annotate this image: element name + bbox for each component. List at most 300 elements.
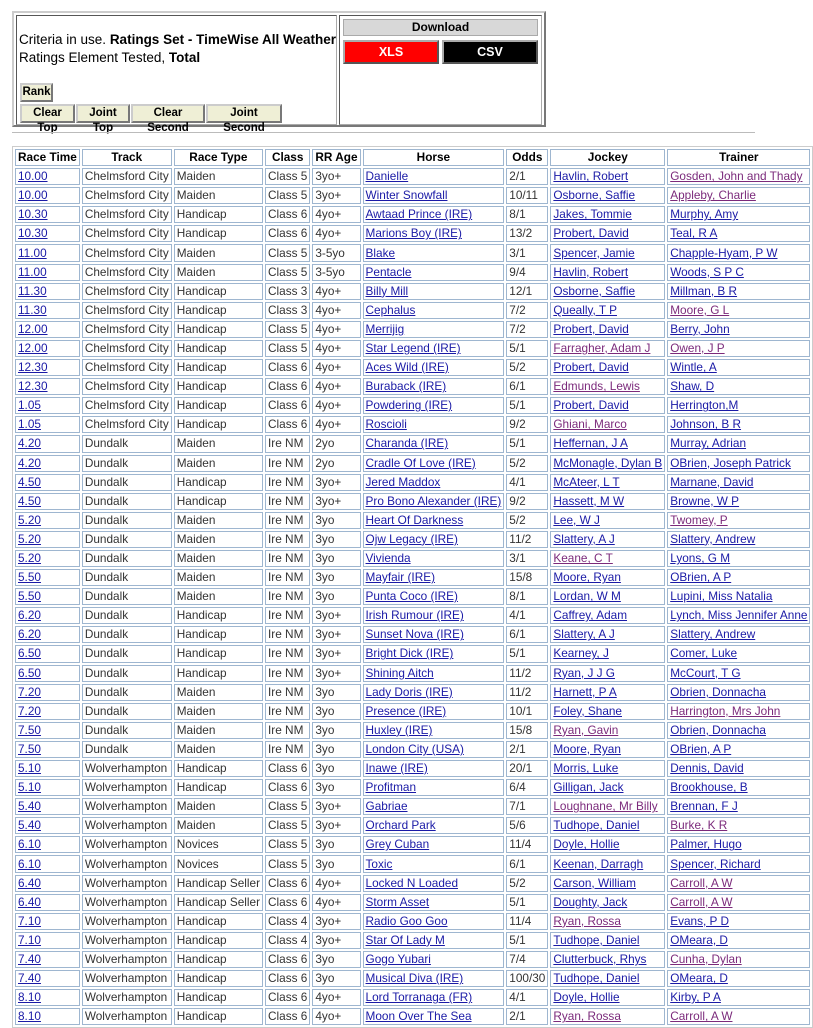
jockey-link[interactable]: Foley, Shane [553, 703, 622, 718]
cell-jockey[interactable] [550, 302, 665, 319]
race-time-link[interactable]: 11.00 [18, 264, 47, 279]
cell-trainer[interactable] [667, 435, 810, 452]
race-time-link[interactable]: 11.30 [18, 283, 47, 298]
horse-link[interactable]: Bright Dick (IRE) [365, 646, 454, 661]
cell-jockey[interactable] [550, 760, 665, 777]
trainer-link[interactable]: Teal, R A [670, 226, 718, 241]
cell-jockey[interactable] [550, 569, 665, 586]
race-time-link[interactable]: 5.10 [18, 780, 41, 795]
trainer-link[interactable]: Browne, W P [670, 493, 740, 508]
cell-jockey[interactable] [550, 225, 665, 242]
jockey-link[interactable]: Jakes, Tommie [553, 207, 632, 222]
jockey-link[interactable]: Harnett, P A [553, 684, 617, 699]
cell-horse[interactable] [363, 283, 505, 300]
trainer-link[interactable]: Wintle, A [670, 360, 717, 375]
race-time-link[interactable]: 5.40 [18, 818, 41, 833]
jockey-link[interactable]: Osborne, Saffie [553, 283, 636, 298]
horse-link[interactable]: Merrijig [365, 321, 405, 336]
horse-link[interactable]: Storm Asset [365, 894, 430, 909]
trainer-link[interactable]: Lyons, G M [670, 551, 731, 566]
jockey-link[interactable]: Tudhope, Daniel [553, 971, 640, 986]
jockey-link[interactable]: Probert, David [553, 360, 629, 375]
cell-jockey[interactable] [550, 779, 665, 796]
race-time-link[interactable]: 4.50 [18, 493, 41, 508]
cell-horse[interactable] [363, 302, 505, 319]
race-time-link[interactable]: 7.50 [18, 741, 41, 756]
race-time-link[interactable]: 7.50 [18, 722, 41, 737]
xls-download-button[interactable]: XLS [343, 40, 439, 64]
horse-link[interactable]: Locked N Loaded [365, 875, 459, 890]
cell-race-time[interactable] [15, 779, 80, 796]
jockey-link[interactable]: Ghiani, Marco [553, 417, 627, 432]
cell-race-time[interactable] [15, 626, 80, 643]
horse-link[interactable]: Ojw Legacy (IRE) [365, 531, 458, 546]
clear-second-button[interactable]: Clear Second [131, 104, 205, 123]
cell-race-time[interactable] [15, 817, 80, 834]
cell-trainer[interactable] [667, 932, 810, 949]
race-time-link[interactable]: 6.50 [18, 665, 41, 680]
horse-link[interactable]: Aces Wild (IRE) [365, 360, 449, 375]
horse-link[interactable]: Awtaad Prince (IRE) [365, 207, 473, 222]
trainer-link[interactable]: Carroll, A W [670, 875, 733, 890]
cell-trainer[interactable] [667, 378, 810, 395]
trainer-link[interactable]: Johnson, B R [670, 417, 742, 432]
cell-trainer[interactable] [667, 512, 810, 529]
jockey-link[interactable]: Caffrey, Adam [553, 608, 628, 623]
jockey-link[interactable]: Gilligan, Jack [553, 780, 624, 795]
trainer-link[interactable]: Harrington, Mrs John [670, 703, 781, 718]
cell-horse[interactable] [363, 722, 505, 739]
trainer-link[interactable]: Slattery, Andrew [670, 627, 756, 642]
horse-link[interactable]: Toxic [365, 856, 393, 871]
trainer-link[interactable]: OBrien, A P [670, 741, 732, 756]
cell-horse[interactable] [363, 855, 505, 872]
clear-top-button[interactable]: Clear Top [20, 104, 75, 123]
cell-horse[interactable] [363, 645, 505, 662]
horse-link[interactable]: Radio Goo Goo [365, 913, 448, 928]
trainer-link[interactable]: Dennis, David [670, 761, 744, 776]
cell-horse[interactable] [363, 340, 505, 357]
cell-horse[interactable] [363, 416, 505, 433]
jockey-link[interactable]: Kearney, J [553, 646, 609, 661]
jockey-link[interactable]: Ryan, Rossa [553, 913, 621, 928]
cell-race-time[interactable] [15, 397, 80, 414]
race-time-link[interactable]: 10.30 [18, 207, 48, 222]
cell-trainer[interactable] [667, 474, 810, 491]
cell-horse[interactable] [363, 397, 505, 414]
cell-trainer[interactable] [667, 703, 810, 720]
cell-horse[interactable] [363, 817, 505, 834]
cell-jockey[interactable] [550, 531, 665, 548]
cell-jockey[interactable] [550, 378, 665, 395]
jockey-link[interactable]: Havlin, Robert [553, 264, 629, 279]
horse-link[interactable]: Cephalus [365, 302, 416, 317]
cell-jockey[interactable] [550, 493, 665, 510]
trainer-link[interactable]: Shaw, D [670, 379, 715, 394]
trainer-link[interactable]: OMeara, D [670, 971, 728, 986]
trainer-link[interactable]: Twomey, P [670, 512, 728, 527]
cell-race-time[interactable] [15, 512, 80, 529]
cell-trainer[interactable] [667, 855, 810, 872]
horse-link[interactable]: Grey Cuban [365, 837, 430, 852]
cell-race-time[interactable] [15, 435, 80, 452]
cell-horse[interactable] [363, 932, 505, 949]
cell-race-time[interactable] [15, 798, 80, 815]
cell-jockey[interactable] [550, 970, 665, 987]
cell-jockey[interactable] [550, 512, 665, 529]
jockey-link[interactable]: McAteer, L T [553, 474, 620, 489]
horse-link[interactable]: Cradle Of Love (IRE) [365, 455, 476, 470]
horse-link[interactable]: Moon Over The Sea [365, 1009, 472, 1024]
cell-horse[interactable] [363, 626, 505, 643]
cell-trainer[interactable] [667, 1008, 810, 1025]
race-time-link[interactable]: 7.40 [18, 971, 41, 986]
cell-horse[interactable] [363, 703, 505, 720]
race-time-link[interactable]: 6.40 [18, 875, 41, 890]
cell-trainer[interactable] [667, 817, 810, 834]
cell-horse[interactable] [363, 225, 505, 242]
trainer-link[interactable]: Appleby, Charlie [670, 188, 756, 203]
horse-link[interactable]: Roscioli [365, 417, 407, 432]
trainer-link[interactable]: OBrien, A P [670, 570, 732, 585]
trainer-link[interactable]: Woods, S P C [670, 264, 744, 279]
jockey-link[interactable]: Farragher, Adam J [553, 340, 651, 355]
cell-race-time[interactable] [15, 588, 80, 605]
jockey-link[interactable]: Doyle, Hollie [553, 990, 620, 1005]
jockey-link[interactable]: Slattery, A J [553, 627, 615, 642]
cell-trainer[interactable] [667, 321, 810, 338]
horse-link[interactable]: Irish Rumour (IRE) [365, 608, 464, 623]
trainer-link[interactable]: Herrington,M [670, 398, 739, 413]
race-time-link[interactable]: 6.10 [18, 837, 41, 852]
cell-horse[interactable] [363, 168, 505, 185]
race-time-link[interactable]: 10.00 [18, 188, 48, 203]
cell-jockey[interactable] [550, 665, 665, 682]
cell-race-time[interactable] [15, 378, 80, 395]
jockey-link[interactable]: Doyle, Hollie [553, 837, 620, 852]
cell-horse[interactable] [363, 1008, 505, 1025]
jockey-link[interactable]: Havlin, Robert [553, 169, 629, 184]
race-time-link[interactable]: 5.20 [18, 512, 41, 527]
jockey-link[interactable]: Doughty, Jack [553, 894, 628, 909]
csv-download-button[interactable]: CSV [442, 40, 538, 64]
cell-horse[interactable] [363, 913, 505, 930]
jockey-link[interactable]: Lordan, W M [553, 589, 621, 604]
cell-jockey[interactable] [550, 836, 665, 853]
jockey-link[interactable]: Clutterbuck, Rhys [553, 951, 647, 966]
race-time-link[interactable]: 4.20 [18, 436, 41, 451]
cell-horse[interactable] [363, 989, 505, 1006]
cell-horse[interactable] [363, 798, 505, 815]
jockey-link[interactable]: Ryan, Gavin [553, 722, 619, 737]
cell-trainer[interactable] [667, 913, 810, 930]
cell-race-time[interactable] [15, 970, 80, 987]
race-time-link[interactable]: 6.20 [18, 627, 41, 642]
cell-race-time[interactable] [15, 684, 80, 701]
race-time-link[interactable]: 6.10 [18, 856, 41, 871]
cell-jockey[interactable] [550, 244, 665, 261]
horse-link[interactable]: Lord Torranaga (FR) [365, 990, 473, 1005]
cell-horse[interactable] [363, 588, 505, 605]
horse-link[interactable]: Charanda (IRE) [365, 436, 449, 451]
horse-link[interactable]: Punta Coco (IRE) [365, 589, 458, 604]
cell-race-time[interactable] [15, 455, 80, 472]
trainer-link[interactable]: Comer, Luke [670, 646, 738, 661]
cell-race-time[interactable] [15, 187, 80, 204]
cell-jockey[interactable] [550, 798, 665, 815]
joint-second-button[interactable]: Joint Second [206, 104, 282, 123]
cell-race-time[interactable] [15, 760, 80, 777]
trainer-link[interactable]: Carroll, A W [670, 1009, 733, 1024]
cell-jockey[interactable] [550, 359, 665, 376]
race-time-link[interactable]: 12.30 [18, 379, 48, 394]
jockey-link[interactable]: Loughnane, Mr Billy [553, 799, 658, 814]
horse-link[interactable]: Inawe (IRE) [365, 761, 428, 776]
cell-jockey[interactable] [550, 722, 665, 739]
cell-race-time[interactable] [15, 168, 80, 185]
cell-jockey[interactable] [550, 951, 665, 968]
cell-trainer[interactable] [667, 836, 810, 853]
cell-horse[interactable] [363, 836, 505, 853]
cell-race-time[interactable] [15, 569, 80, 586]
race-time-link[interactable]: 1.05 [18, 398, 41, 413]
cell-horse[interactable] [363, 264, 505, 281]
cell-trainer[interactable] [667, 684, 810, 701]
race-time-link[interactable]: 4.20 [18, 455, 41, 470]
horse-link[interactable]: Buraback (IRE) [365, 379, 447, 394]
cell-race-time[interactable] [15, 989, 80, 1006]
trainer-link[interactable]: Gosden, John and Thady [670, 169, 803, 184]
horse-link[interactable]: Blake [365, 245, 396, 260]
jockey-link[interactable]: Moore, Ryan [553, 570, 621, 585]
cell-race-time[interactable] [15, 493, 80, 510]
horse-link[interactable]: Billy Mill [365, 283, 409, 298]
cell-trainer[interactable] [667, 416, 810, 433]
cell-horse[interactable] [363, 512, 505, 529]
cell-race-time[interactable] [15, 722, 80, 739]
cell-trainer[interactable] [667, 626, 810, 643]
cell-race-time[interactable] [15, 550, 80, 567]
cell-race-time[interactable] [15, 416, 80, 433]
cell-horse[interactable] [363, 741, 505, 758]
cell-jockey[interactable] [550, 932, 665, 949]
trainer-link[interactable]: Cunha, Dylan [670, 951, 742, 966]
jockey-link[interactable]: Keenan, Darragh [553, 856, 644, 871]
race-time-link[interactable]: 7.20 [18, 684, 41, 699]
horse-link[interactable]: Shining Aitch [365, 665, 434, 680]
cell-race-time[interactable] [15, 244, 80, 261]
horse-link[interactable]: Star Legend (IRE) [365, 340, 461, 355]
cell-jockey[interactable] [550, 435, 665, 452]
cell-jockey[interactable] [550, 607, 665, 624]
horse-link[interactable]: Lady Doris (IRE) [365, 684, 453, 699]
cell-trainer[interactable] [667, 359, 810, 376]
cell-race-time[interactable] [15, 302, 80, 319]
race-time-link[interactable]: 4.50 [18, 474, 41, 489]
cell-horse[interactable] [363, 359, 505, 376]
horse-link[interactable]: Vivienda [365, 551, 411, 566]
cell-jockey[interactable] [550, 206, 665, 223]
cell-trainer[interactable] [667, 493, 810, 510]
cell-trainer[interactable] [667, 302, 810, 319]
cell-horse[interactable] [363, 607, 505, 624]
race-time-link[interactable]: 5.20 [18, 551, 41, 566]
cell-horse[interactable] [363, 665, 505, 682]
cell-jockey[interactable] [550, 416, 665, 433]
jockey-link[interactable]: Tudhope, Daniel [553, 932, 640, 947]
cell-jockey[interactable] [550, 703, 665, 720]
horse-link[interactable]: Pentacle [365, 264, 412, 279]
trainer-link[interactable]: Palmer, Hugo [670, 837, 742, 852]
jockey-link[interactable]: Keane, C T [553, 551, 613, 566]
cell-trainer[interactable] [667, 722, 810, 739]
horse-link[interactable]: Profitman [365, 780, 417, 795]
race-time-link[interactable]: 11.00 [18, 245, 47, 260]
trainer-link[interactable]: Murphy, Amy [670, 207, 739, 222]
jockey-link[interactable]: Edmunds, Lewis [553, 379, 640, 394]
cell-race-time[interactable] [15, 703, 80, 720]
cell-trainer[interactable] [667, 607, 810, 624]
cell-trainer[interactable] [667, 645, 810, 662]
cell-trainer[interactable] [667, 875, 810, 892]
cell-jockey[interactable] [550, 397, 665, 414]
cell-horse[interactable] [363, 894, 505, 911]
cell-race-time[interactable] [15, 951, 80, 968]
race-time-link[interactable]: 6.20 [18, 608, 41, 623]
cell-horse[interactable] [363, 531, 505, 548]
cell-trainer[interactable] [667, 951, 810, 968]
jockey-link[interactable]: Probert, David [553, 321, 629, 336]
cell-trainer[interactable] [667, 569, 810, 586]
cell-jockey[interactable] [550, 989, 665, 1006]
horse-link[interactable]: Danielle [365, 169, 409, 184]
cell-jockey[interactable] [550, 321, 665, 338]
cell-race-time[interactable] [15, 894, 80, 911]
cell-race-time[interactable] [15, 932, 80, 949]
cell-horse[interactable] [363, 455, 505, 472]
race-time-link[interactable]: 5.40 [18, 799, 41, 814]
trainer-link[interactable]: Lynch, Miss Jennifer Anne [670, 608, 808, 623]
cell-race-time[interactable] [15, 206, 80, 223]
cell-race-time[interactable] [15, 855, 80, 872]
cell-horse[interactable] [363, 378, 505, 395]
cell-horse[interactable] [363, 779, 505, 796]
trainer-link[interactable]: Obrien, Donnacha [670, 722, 766, 737]
cell-horse[interactable] [363, 951, 505, 968]
trainer-link[interactable]: Millman, B R [670, 283, 738, 298]
cell-race-time[interactable] [15, 474, 80, 491]
rank-button[interactable]: Rank [20, 83, 53, 102]
race-time-link[interactable]: 7.10 [18, 932, 41, 947]
cell-trainer[interactable] [667, 264, 810, 281]
horse-link[interactable]: Musical Diva (IRE) [365, 971, 464, 986]
cell-jockey[interactable] [550, 645, 665, 662]
race-time-link[interactable]: 5.20 [18, 531, 41, 546]
cell-trainer[interactable] [667, 989, 810, 1006]
trainer-link[interactable]: Berry, John [670, 321, 730, 336]
cell-race-time[interactable] [15, 836, 80, 853]
race-time-link[interactable]: 5.50 [18, 589, 41, 604]
race-time-link[interactable]: 8.10 [18, 990, 41, 1005]
trainer-link[interactable]: Chapple-Hyam, P W [670, 245, 778, 260]
race-time-link[interactable]: 5.50 [18, 570, 41, 585]
cell-jockey[interactable] [550, 283, 665, 300]
cell-jockey[interactable] [550, 474, 665, 491]
trainer-link[interactable]: Spencer, Richard [670, 856, 761, 871]
cell-horse[interactable] [363, 493, 505, 510]
cell-horse[interactable] [363, 550, 505, 567]
cell-jockey[interactable] [550, 741, 665, 758]
horse-link[interactable]: Pro Bono Alexander (IRE) [365, 493, 502, 508]
horse-link[interactable]: Huxley (IRE) [365, 722, 433, 737]
race-time-link[interactable]: 11.30 [18, 302, 47, 317]
horse-link[interactable]: Heart Of Darkness [365, 512, 464, 527]
cell-jockey[interactable] [550, 817, 665, 834]
race-time-link[interactable]: 6.40 [18, 894, 41, 909]
jockey-link[interactable]: Ryan, J J G [553, 665, 615, 680]
race-time-link[interactable]: 12.00 [18, 340, 48, 355]
horse-link[interactable]: Gabriae [365, 799, 408, 814]
horse-link[interactable]: Gogo Yubari [365, 951, 431, 966]
joint-top-button[interactable]: Joint Top [76, 104, 130, 123]
jockey-link[interactable]: Queally, T P [553, 302, 617, 317]
cell-race-time[interactable] [15, 321, 80, 338]
jockey-link[interactable]: Lee, W J [553, 512, 600, 527]
cell-jockey[interactable] [550, 340, 665, 357]
cell-jockey[interactable] [550, 588, 665, 605]
trainer-link[interactable]: McCourt, T G [670, 665, 741, 680]
cell-horse[interactable] [363, 321, 505, 338]
cell-race-time[interactable] [15, 645, 80, 662]
cell-trainer[interactable] [667, 798, 810, 815]
cell-race-time[interactable] [15, 264, 80, 281]
cell-horse[interactable] [363, 187, 505, 204]
cell-trainer[interactable] [667, 550, 810, 567]
cell-jockey[interactable] [550, 913, 665, 930]
trainer-link[interactable]: Lupini, Miss Natalia [670, 589, 773, 604]
race-time-link[interactable]: 1.05 [18, 417, 41, 432]
cell-trainer[interactable] [667, 741, 810, 758]
cell-trainer[interactable] [667, 244, 810, 261]
cell-trainer[interactable] [667, 225, 810, 242]
race-time-link[interactable]: 10.30 [18, 226, 48, 241]
cell-trainer[interactable] [667, 970, 810, 987]
cell-trainer[interactable] [667, 397, 810, 414]
trainer-link[interactable]: Brennan, F J [670, 799, 738, 814]
cell-horse[interactable] [363, 569, 505, 586]
cell-trainer[interactable] [667, 779, 810, 796]
race-time-link[interactable]: 10.00 [18, 169, 48, 184]
cell-race-time[interactable] [15, 665, 80, 682]
cell-trainer[interactable] [667, 340, 810, 357]
jockey-link[interactable]: McMonagle, Dylan B [553, 455, 663, 470]
cell-race-time[interactable] [15, 875, 80, 892]
cell-trainer[interactable] [667, 588, 810, 605]
race-time-link[interactable]: 5.10 [18, 761, 41, 776]
cell-trainer[interactable] [667, 894, 810, 911]
cell-jockey[interactable] [550, 894, 665, 911]
horse-link[interactable]: Mayfair (IRE) [365, 570, 436, 585]
cell-jockey[interactable] [550, 626, 665, 643]
jockey-link[interactable]: Probert, David [553, 398, 629, 413]
cell-jockey[interactable] [550, 875, 665, 892]
horse-link[interactable]: Star Of Lady M [365, 932, 445, 947]
jockey-link[interactable]: Slattery, A J [553, 531, 615, 546]
cell-jockey[interactable] [550, 187, 665, 204]
cell-horse[interactable] [363, 206, 505, 223]
cell-race-time[interactable] [15, 531, 80, 548]
cell-horse[interactable] [363, 474, 505, 491]
